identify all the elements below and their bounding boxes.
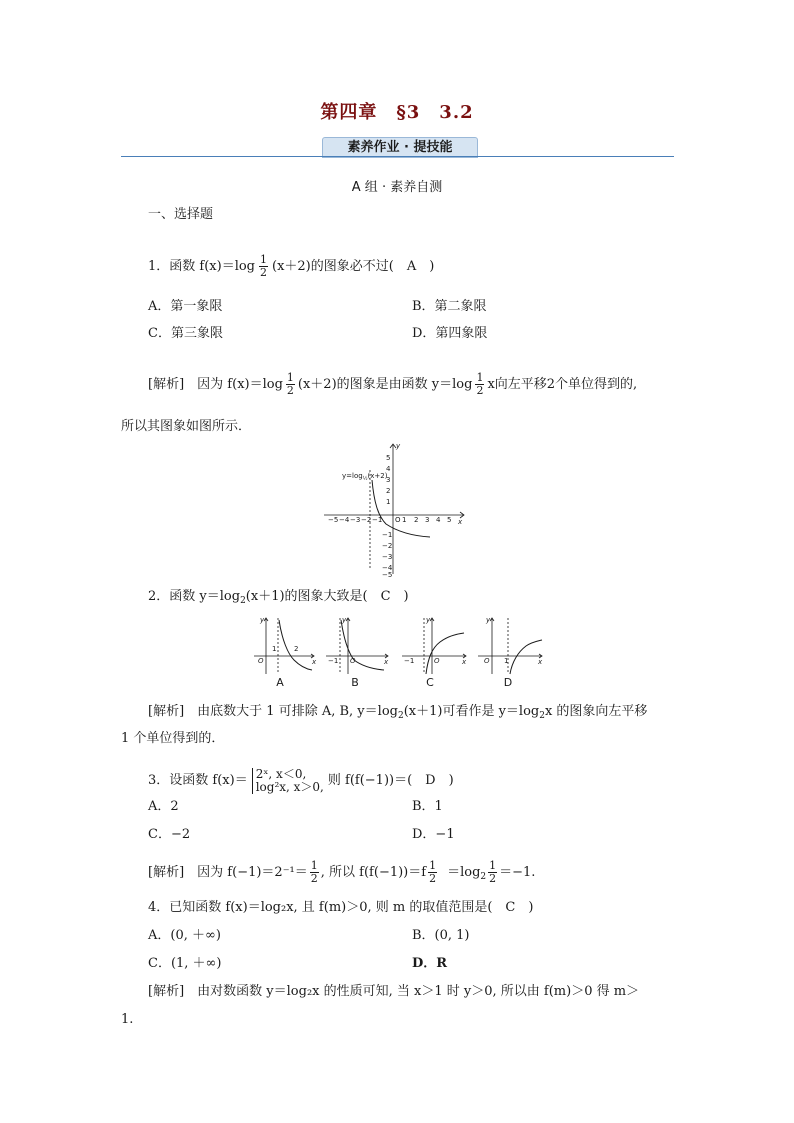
y-tick: 2: [386, 487, 391, 495]
q1-option-d[interactable]: D．第四象限: [412, 326, 488, 341]
svg-text:2: 2: [294, 645, 299, 653]
q3-analysis: [解析] 因为 f(−1)＝2⁻¹＝ $\frac{1}{2}$ , 所以 f(f(−1))＝f $\frac{1}{2}$ $=\log_2$ $\frac{1}{2}$ ＝−1.: [148, 859, 536, 885]
q4-stem: 4．已知函数 f(x)＝log₂x, 且 f(m)＞0, 则 m 的取值范围是( C ): [148, 900, 534, 915]
svg-text:O: O: [258, 657, 264, 665]
q4-analysis: [解析] 由对数函数 y＝log₂x 的性质可知, 当 x＞1 时 y＞0, 所以由 f(m)＞0 得 m＞: [148, 984, 640, 999]
svg-text:O: O: [434, 657, 440, 665]
q1-analysis-line2: 所以其图象如图所示．: [121, 419, 252, 434]
chapter-title: 第四章 §3 3.2: [320, 102, 474, 123]
q1-option-a[interactable]: A．第一象限: [148, 299, 223, 314]
y-tick: −4: [382, 564, 393, 572]
q4-analysis-line2: 1.: [121, 1012, 134, 1027]
log-curve: [372, 480, 430, 537]
svg-text:x: x: [538, 658, 543, 666]
q2-analysis-line2: 1 个单位得到的．: [121, 731, 225, 746]
y-tick: 5: [386, 454, 391, 462]
x-tick: −2: [361, 516, 372, 524]
q4-option-a[interactable]: A．(0, ＋∞): [148, 928, 221, 943]
q4-option-b[interactable]: B．(0, 1): [412, 928, 470, 943]
x-tick: −5: [328, 516, 339, 524]
q2-graph-label-a[interactable]: A: [276, 676, 284, 689]
q2-analysis: [解析] 由底数大于 1 可排除 A, B, $y=\log_2(x+1)$可看作是 $y=\log_2x$ 的图象向左平移: [148, 704, 648, 721]
svg-text:y: y: [260, 616, 265, 624]
y-tick: 3: [386, 476, 391, 484]
q2-stem: 2．函数 $y=\log_2(x+1)$的图象大致是( C ): [148, 589, 409, 606]
q2-graph-options: [252, 614, 544, 676]
svg-text:y: y: [426, 616, 431, 624]
svg-text:x: x: [384, 658, 389, 666]
x-tick: 2: [414, 516, 419, 524]
y-tick: 4: [386, 465, 391, 473]
svg-text:−1: −1: [404, 657, 415, 665]
x-tick: 5: [447, 516, 452, 524]
x-axis-label: x: [458, 518, 463, 526]
svg-text:y: y: [342, 616, 347, 624]
q2-graph-label-b[interactable]: B: [351, 676, 359, 689]
svg-text:1: 1: [504, 657, 509, 665]
q3-option-c[interactable]: C．−2: [148, 827, 191, 842]
q4-option-d[interactable]: D．R: [412, 956, 448, 971]
section-banner: 素养作业 · 提技能: [322, 137, 478, 158]
section-title: 一、选择题: [148, 207, 214, 222]
group-title: A 组 · 素养自测: [351, 180, 443, 195]
curve-label: $y=\log_{\frac{1}{2}}(x+2)$: [342, 472, 388, 482]
q3-option-b[interactable]: B．1: [412, 799, 443, 814]
svg-text:1: 1: [272, 645, 277, 653]
svg-text:O: O: [484, 657, 490, 665]
q4-option-c[interactable]: C．(1, ＋∞): [148, 956, 222, 971]
q1-fraction: $\frac{1}{2}$: [260, 253, 267, 279]
q3-stem: 3．设函数 f(x)＝ 2ˣ, x＜0, log²x, x＞0, 则 f(f(−1))＝( D ): [148, 766, 454, 794]
y-axis-label: y: [396, 442, 401, 450]
q1-stem: 1．函数 f(x)＝log $\frac{1}{2}$ (x＋2)的图象必不过( A ): [148, 253, 435, 279]
svg-text:−1: −1: [328, 657, 339, 665]
q1-option-b[interactable]: B．第二象限: [412, 299, 487, 314]
x-tick: 1: [402, 516, 407, 524]
q3-option-a[interactable]: A．2: [148, 799, 179, 814]
y-tick: −2: [382, 542, 393, 550]
x-tick: 3: [425, 516, 430, 524]
x-tick: 4: [436, 516, 441, 524]
x-tick: −3: [350, 516, 361, 524]
x-tick: −1: [372, 516, 383, 524]
q2-graph-label-d[interactable]: D: [503, 676, 513, 689]
svg-text:x: x: [462, 658, 467, 666]
y-tick: −3: [382, 553, 393, 561]
q3-piecewise: 2ˣ, x＜0, log²x, x＞0,: [252, 768, 324, 794]
y-tick: −1: [382, 531, 393, 539]
q1-analysis: [解析] 因为 f(x)＝log $\frac{1}{2}$ (x＋2)的图象是由函数 y＝log $\frac{1}{2}$ x向左平移2个单位得到的,: [148, 371, 638, 397]
q1-log-graph: [318, 440, 472, 578]
svg-text:x: x: [312, 658, 317, 666]
x-tick: O: [395, 516, 401, 524]
q3-option-d[interactable]: D．−1: [412, 827, 455, 842]
y-tick: 1: [386, 498, 391, 506]
q1-option-c[interactable]: C．第三象限: [148, 326, 223, 341]
svg-text:O: O: [350, 657, 356, 665]
q2-graph-label-c[interactable]: C: [426, 676, 434, 689]
y-tick: −5: [382, 571, 393, 578]
banner-divider: [121, 156, 674, 157]
svg-text:y: y: [486, 616, 491, 624]
x-tick: −4: [339, 516, 350, 524]
